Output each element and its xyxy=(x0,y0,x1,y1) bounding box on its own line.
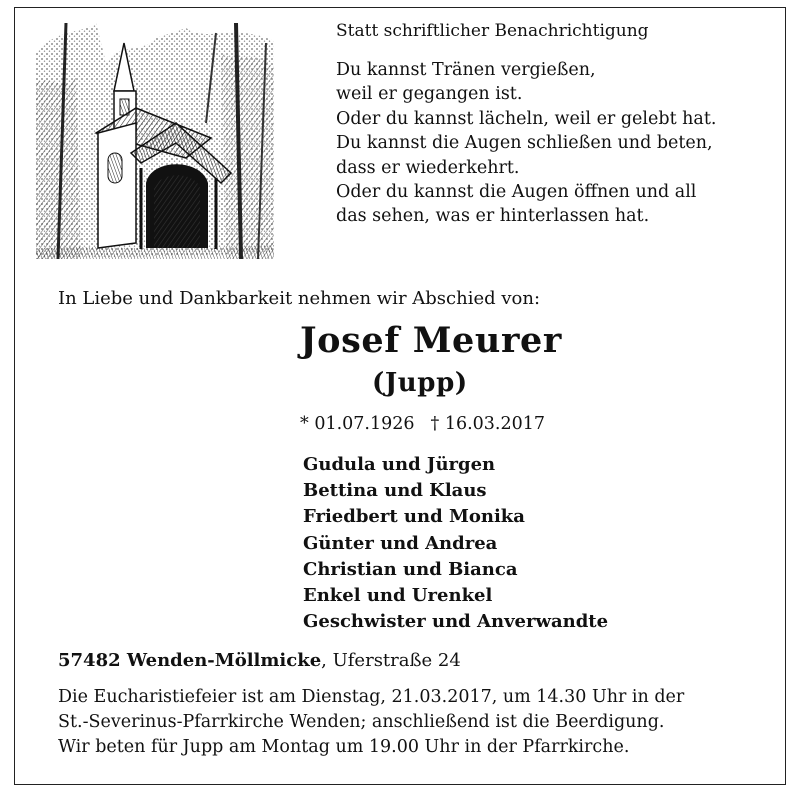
farewell-intro: In Liebe und Dankbarkeit nehmen wir Abschied von: xyxy=(58,288,541,309)
birth-date: * 01.07.1926 xyxy=(300,414,415,434)
chapel-drawing-icon xyxy=(36,23,274,259)
family-member: Friedbert und Monika xyxy=(303,506,525,528)
service-line: Wir beten für Jupp am Montag um 19.00 Uhr in der Pfarrkirche. xyxy=(58,737,630,757)
poem xyxy=(336,58,716,229)
poem-line: Du kannst die Augen schließen und beten, xyxy=(336,133,713,154)
deceased-nickname: (Jupp) xyxy=(372,368,468,398)
death-date: † 16.03.2017 xyxy=(430,414,546,434)
poem-line: das sehen, was er hinterlassen hat. xyxy=(336,206,650,227)
address-street: , Uferstraße 24 xyxy=(321,650,461,671)
life-dates xyxy=(300,412,545,436)
poem-line: Oder du kannst die Augen öffnen und all xyxy=(336,182,697,203)
poem-line: weil er gegangen ist. xyxy=(336,84,523,105)
address-city: 57482 Wenden-Möllmicke xyxy=(58,650,322,671)
poem-line: Du kannst Tränen vergießen, xyxy=(336,60,596,80)
service-line: Die Eucharistiefeier ist am Dienstag, 21.03.2017, um 14.30 Uhr in der xyxy=(58,687,685,707)
poem-line: dass er wiederkehrt. xyxy=(336,157,520,178)
family-member: Bettina und Klaus xyxy=(303,480,487,502)
family-member: Geschwister und Anverwandte xyxy=(303,611,609,633)
family-member: Enkel und Urenkel xyxy=(303,585,493,607)
family-member: Christian und Bianca xyxy=(303,558,518,580)
notice-heading: Statt schriftlicher Benachrichtigung xyxy=(336,21,649,41)
family-member: Gudula und Jürgen xyxy=(303,454,496,475)
family-list xyxy=(303,452,608,635)
service-line: St.-Severinus-Pfarrkirche Wenden; anschließend ist die Beerdigung. xyxy=(58,712,665,732)
poem-line: Oder du kannst lächeln, weil er gelebt hat. xyxy=(336,108,717,129)
deceased-name: Josef Meurer xyxy=(300,320,562,361)
service-info xyxy=(58,685,684,760)
family-member: Günter und Andrea xyxy=(303,532,498,554)
address xyxy=(58,649,461,673)
